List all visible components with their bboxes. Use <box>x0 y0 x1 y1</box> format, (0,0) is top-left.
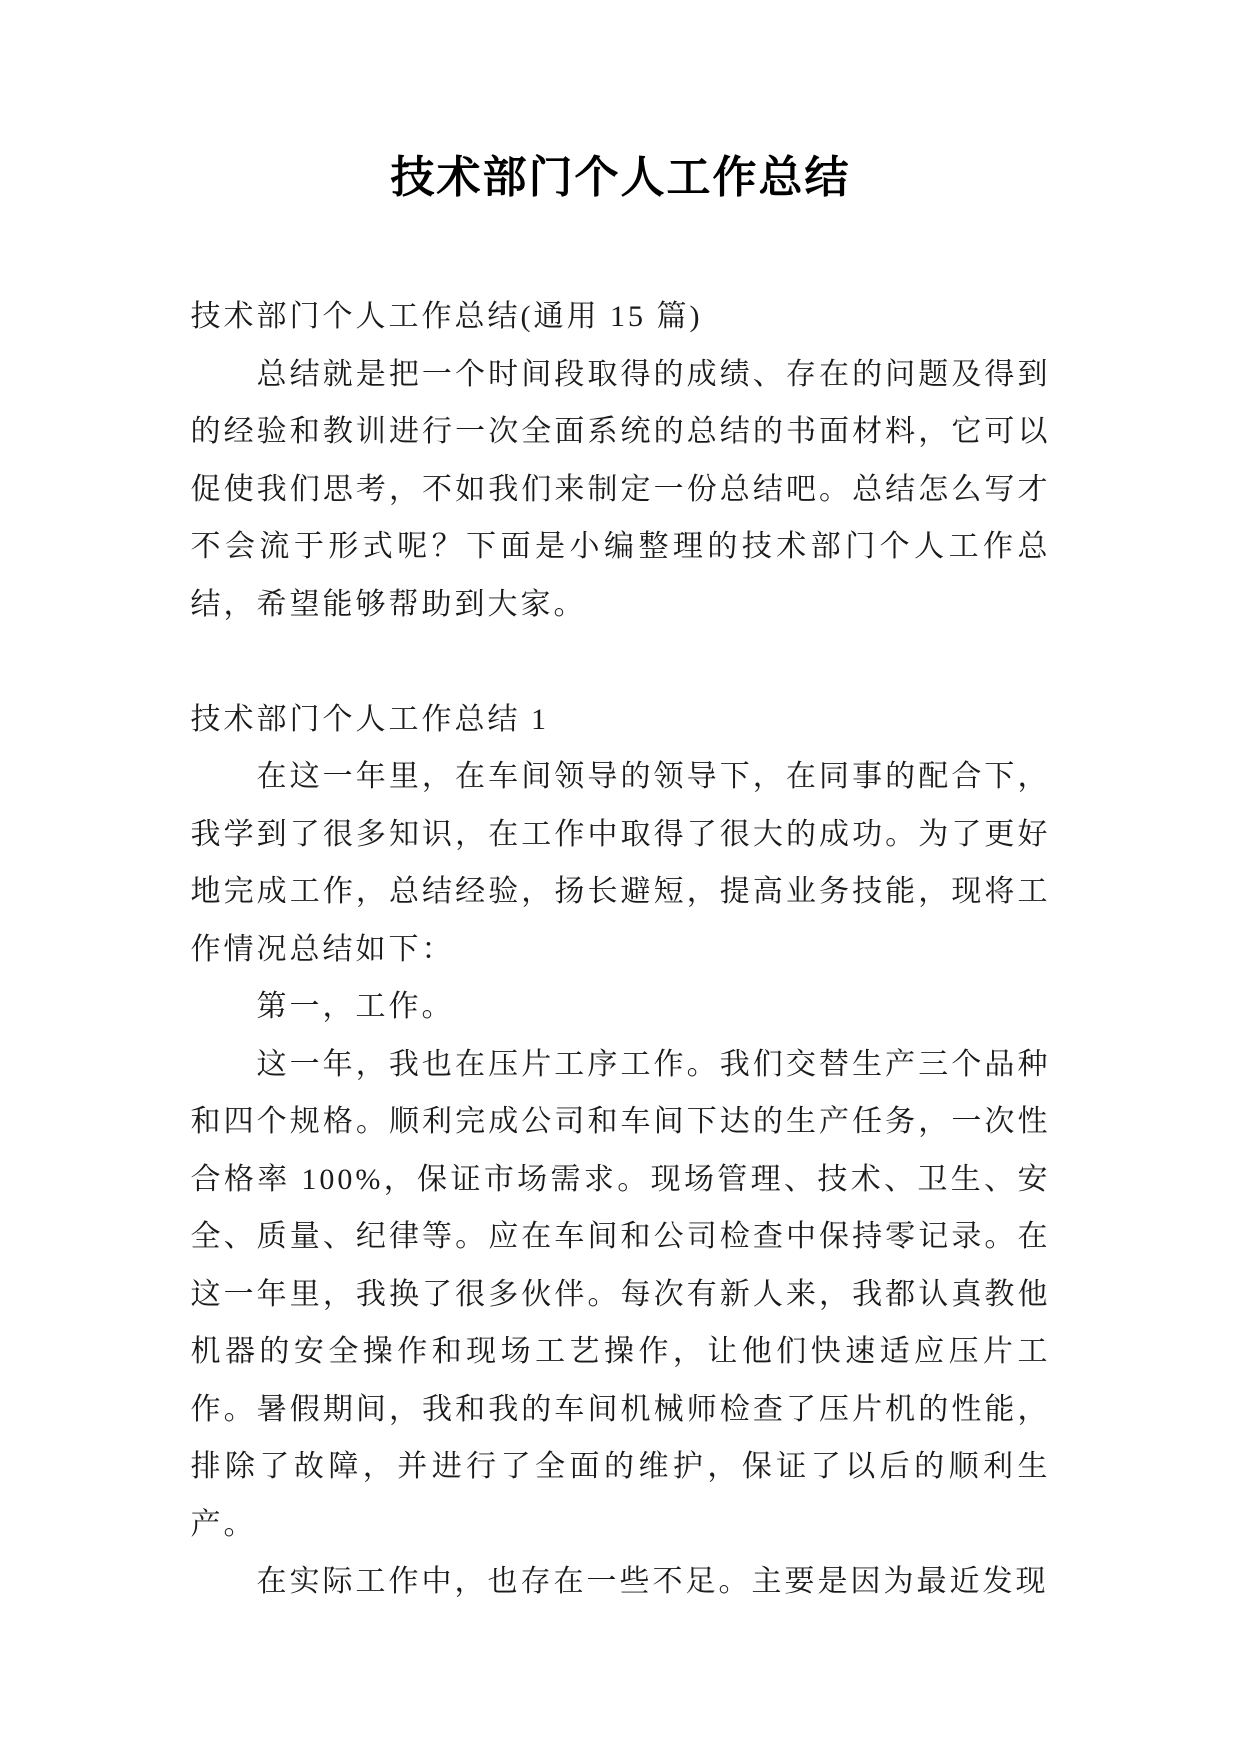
paragraph-intro: 总结就是把一个时间段取得的成绩、存在的问题及得到的经验和教训进行一次全面系统的总结的书面材料，它可以促使我们思考，不如我们来制定一份总结吧。总结怎么写才不会流于形式呢？下面是小编整理的技术部门个人工作总结，希望能够帮助到大家。 <box>190 357 1051 621</box>
document-title: 技术部门个人工作总结 <box>390 153 851 202</box>
blank-line <box>191 633 1051 691</box>
paragraph-subtitle: 技术部门个人工作总结(通用 15 篇) <box>190 300 703 333</box>
paragraph-body-work-detail: 这一年，我也在压片工序工作。我们交替生产三个品种和四个规格。顺利完成公司和车间下达的生产任务，一次性合格率 100%，保证市场需求。现场管理、技术、卫生、安全、质量、纪律等。应在车间和公司检查中保持零记录。在这一年里，我换了很多伙伴。每次有新人来，我都认真教他机器的安全操作和现场工艺操作，让他们快速适应压片工作。暑假期间，我和我的车间机械师检查了压片机的性能，排除了故障，并进行了全面的维护，保证了以后的顺利生产。 <box>190 1047 1051 1541</box>
document-body <box>191 288 1051 1611</box>
paragraph-body-first-point: 第一，工作。 <box>256 990 455 1023</box>
paragraph-body-overview: 在这一年里，在车间领导的领导下，在同事的配合下，我学到了很多知识，在工作中取得了很大的成功。为了更好地完成工作，总结经验，扬长避短，提高业务技能，现将工作情况总结如下： <box>190 760 1051 966</box>
paragraph-section-heading: 技术部门个人工作总结 1 <box>190 702 549 736</box>
paragraph-body-shortcomings: 在实际工作中，也存在一些不足。主要是因为最近发现 <box>256 1565 1049 1598</box>
